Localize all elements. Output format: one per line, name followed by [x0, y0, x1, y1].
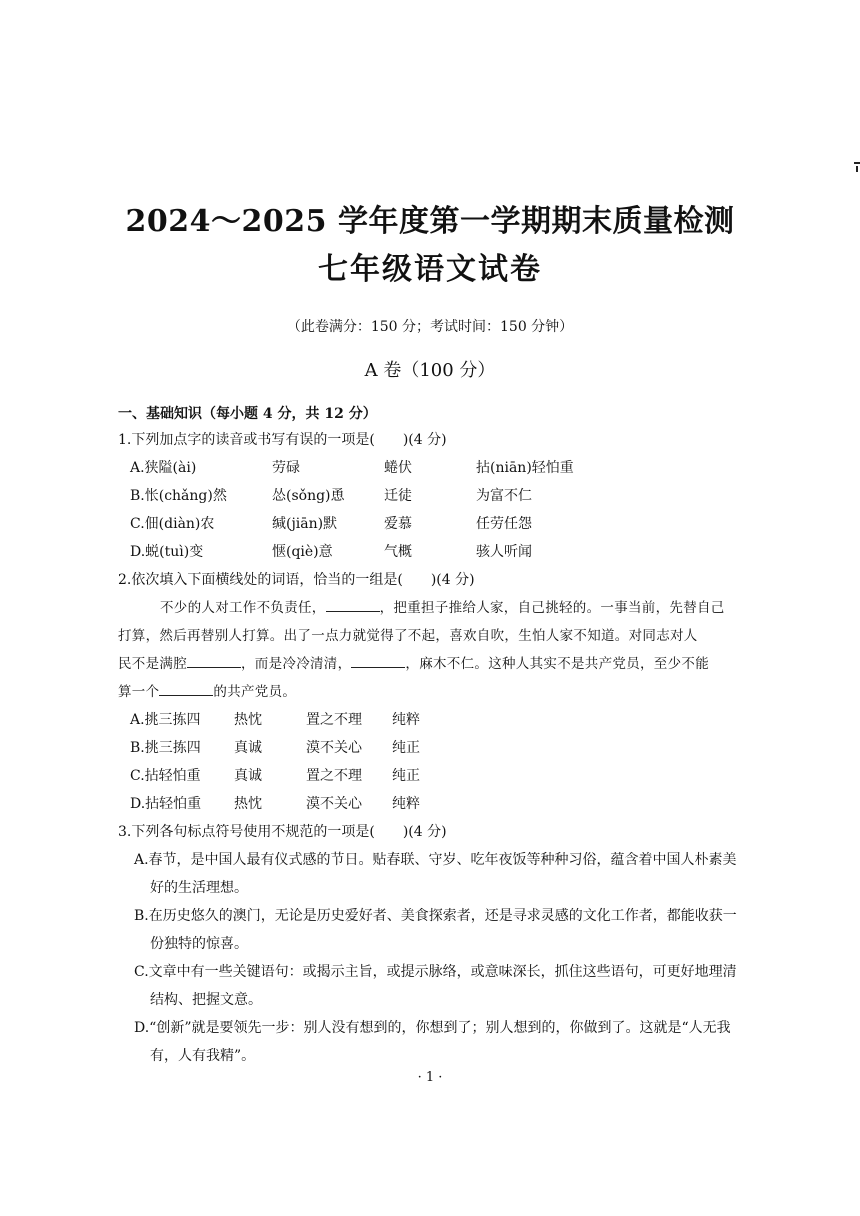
option-text: B.在历史悠久的澳门，无论是历史爱好者、美食探索者，还是寻求灵感的文化工作者，都能收获一 [134, 908, 737, 924]
exam-info: （此卷满分：150 分；考试时间：150 分钟） [286, 319, 574, 335]
passage-line [118, 650, 743, 678]
option-cell: 漠不关心 [306, 740, 362, 756]
option-cell: 真诚 [234, 768, 262, 784]
passage-text: ，麻木不仁。这种人其实不是共产党员，至少不能 [405, 656, 710, 672]
option-cell: D.蜕(tuì)变 [130, 544, 204, 560]
exam-title: 2024～2025 学年度第一学期期末质量检测 [125, 204, 735, 239]
option-cell: 热忱 [234, 712, 262, 728]
option-cell: 气概 [384, 544, 412, 560]
option-cell: A.挑三拣四 [130, 712, 201, 728]
q2-option-d [118, 790, 743, 818]
option-cell: 纯粹 [392, 796, 420, 812]
option-cell: C.拈轻怕重 [130, 768, 201, 784]
option-cell: 骇人听闻 [476, 544, 532, 560]
q2-option-a [118, 706, 743, 734]
option-cell: B.挑三拣四 [130, 740, 201, 756]
fill-blank [326, 597, 380, 612]
section-heading: 一、基础知识（每小题 4 分，共 12 分） [118, 406, 377, 422]
passage-text: 民不是满腔 [118, 656, 187, 672]
edge-mark [856, 166, 858, 172]
option-cell: 任劳任怨 [476, 516, 532, 532]
option-text: 有，人有我精”。 [150, 1048, 256, 1064]
option-cell: 迁徒 [384, 488, 412, 504]
option-cell: 置之不理 [306, 712, 362, 728]
edge-mark [854, 162, 860, 164]
option-cell: 纯正 [392, 740, 420, 756]
passage-text: 算一个 [118, 684, 160, 700]
option-cell: 缄(jiān)默 [272, 516, 338, 532]
option-cell: 惬(qiè)意 [272, 544, 333, 560]
volume-heading: A 卷（100 分） [364, 360, 496, 381]
q1-option-b [118, 482, 743, 510]
passage-text: ，把重担子推给人家，自己挑轻的。一事当前，先替自己 [379, 600, 725, 616]
option-cell: 纯粹 [392, 712, 420, 728]
option-cell: B.怅(chǎng)然 [130, 488, 227, 504]
option-text: 好的生活理想。 [150, 880, 248, 896]
option-cell: A.狭隘(ài) [130, 460, 197, 476]
passage-line [118, 678, 743, 706]
q1-option-c [118, 510, 743, 538]
q3-option-a [118, 846, 743, 902]
option-text: 结构、把握文意。 [150, 992, 262, 1008]
passage-text: 不少的人对工作不负责任， [160, 600, 326, 616]
q3-option-c [118, 958, 743, 1014]
option-cell: 漠不关心 [306, 796, 362, 812]
page-number: · 1 · [417, 1070, 443, 1085]
q2-option-c [118, 762, 743, 790]
option-cell: 怂(sǒng)恿 [272, 488, 345, 504]
option-cell: D.拈轻怕重 [130, 796, 202, 812]
passage-line: 打算，然后再替别人打算。出了一点力就觉得了不起，喜欢自吹，生怕人家不知道。对同志对人 [118, 628, 698, 644]
question-3-stem: 3.下列各句标点符号使用不规范的一项是( )(4 分) [118, 824, 447, 840]
q3-option-b [118, 902, 743, 958]
option-text: 份独特的惊喜。 [150, 936, 248, 952]
exam-content [118, 398, 743, 1070]
passage-line [118, 594, 743, 622]
exam-subtitle: 七年级语文试卷 [318, 252, 542, 287]
option-cell: 热忱 [234, 796, 262, 812]
option-cell: 为富不仁 [476, 488, 532, 504]
option-cell: 置之不理 [306, 768, 362, 784]
option-cell: 真诚 [234, 740, 262, 756]
question-2-stem: 2.依次填入下面横线处的词语，恰当的一组是( )(4 分) [118, 572, 475, 588]
passage-text: ，而是冷冷清清， [241, 656, 352, 672]
fill-blank [159, 681, 213, 696]
option-cell: 蜷伏 [384, 460, 412, 476]
option-text: C.文章中有一些关键语句：或揭示主旨，或提示脉络，或意味深长，抓住这些语句，可更好地理清 [134, 964, 737, 980]
q1-option-d [118, 538, 743, 566]
q2-option-b [118, 734, 743, 762]
q1-option-a [118, 454, 743, 482]
question-1-stem: 1.下列加点字的读音或书写有误的一项是( )(4 分) [118, 432, 447, 448]
fill-blank [351, 653, 405, 668]
option-cell: 拈(niān)轻怕重 [476, 460, 574, 476]
q3-option-d [118, 1014, 743, 1070]
option-cell: 纯正 [392, 768, 420, 784]
option-text: D.“创新”就是要领先一步：别人没有想到的，你想到了；别人想到的，你做到了。这就是“人无我 [134, 1020, 731, 1036]
fill-blank [187, 653, 241, 668]
option-cell: C.佃(diàn)农 [130, 516, 215, 532]
passage-text: 的共产党员。 [213, 684, 297, 700]
option-cell: 劳碌 [272, 460, 300, 476]
option-text: A.春节，是中国人最有仪式感的节日。贴春联、守岁、吃年夜饭等种种习俗，蕴含着中国人朴素美 [134, 852, 737, 868]
option-cell: 爱慕 [384, 516, 412, 532]
